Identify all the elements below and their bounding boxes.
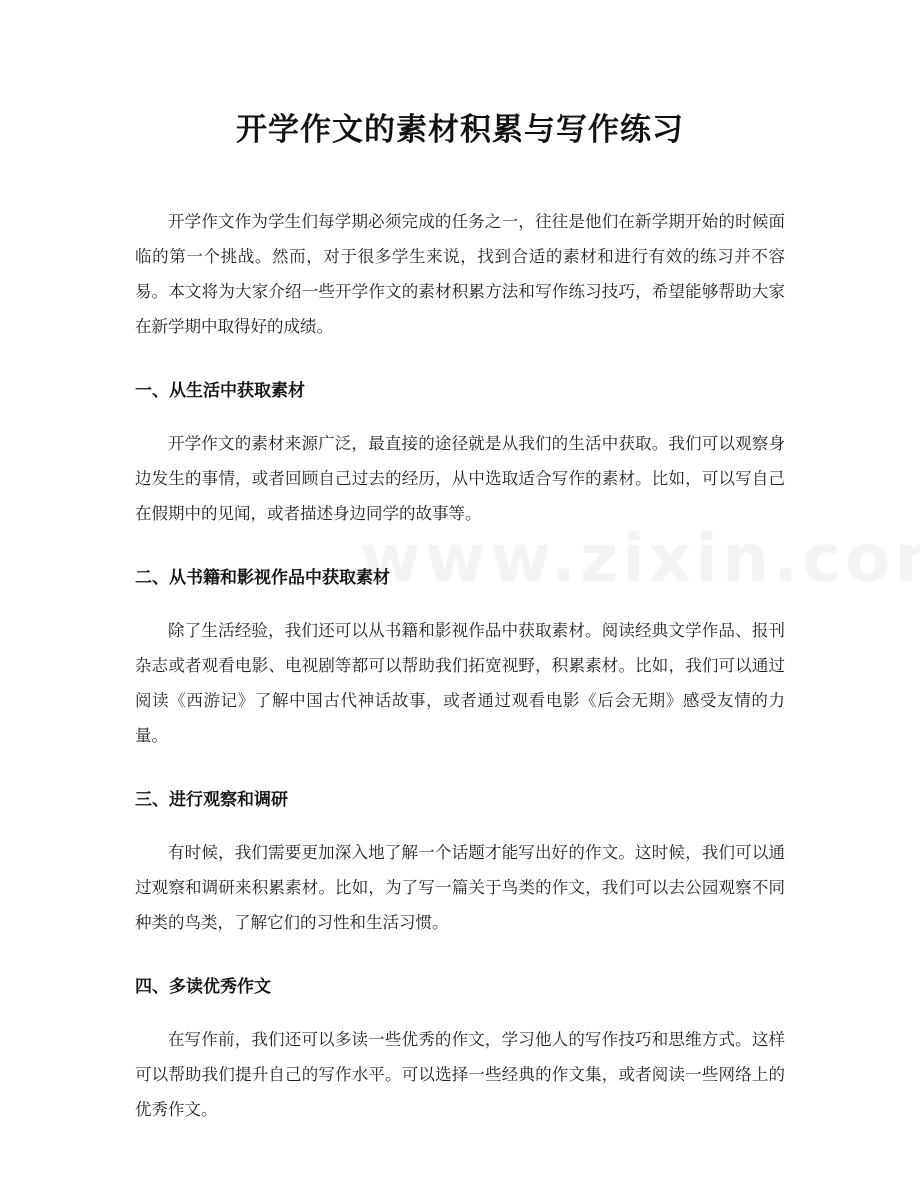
section-paragraph: 开学作文的素材来源广泛，最直接的途径就是从我们的生活中获取。我们可以观察身边发生的事情，或者回顾自己过去的经历，从中选取适合写作的素材。比如，可以写自己在假期中的见闻，或者描述身边同学的故事等。 — [135, 434, 785, 523]
section-paragraph: 有时候，我们需要更加深入地了解一个话题才能写出好的作文。这时候，我们可以通过观察和调研来积累素材。比如，为了写一篇关于鸟类的作文，我们可以去公园观察不同种类的鸟类，了解它们的习性和生活习惯。 — [135, 843, 785, 932]
section-1 — [135, 378, 785, 531]
section-paragraph: 除了生活经验，我们还可以从书籍和影视作品中获取素材。阅读经典文学作品、报刊杂志或者观看电影、电视剧等都可以帮助我们拓宽视野，积累素材。比如，我们可以通过阅读《西游记》了解中国古代神话故事，或者通过观看电影《后会无期》感受友情的力量。 — [135, 621, 785, 745]
section-4 — [135, 974, 785, 1127]
section-heading: 三、进行观察和调研 — [135, 790, 288, 810]
document-title: 开学作文的素材积累与写作练习 — [236, 112, 684, 148]
section-heading: 二、从书籍和影视作品中获取素材 — [135, 568, 390, 588]
section-heading: 一、从生活中获取素材 — [135, 381, 305, 401]
section-paragraph: 在写作前，我们还可以多读一些优秀的作文，学习他人的写作技巧和思维方式。这样可以帮助我们提升自己的写作水平。可以选择一些经典的作文集，或者阅读一些网络上的优秀作文。 — [135, 1030, 785, 1119]
section-heading: 四、多读优秀作文 — [135, 977, 271, 997]
intro-paragraph: 开学作文作为学生们每学期必须完成的任务之一，往往是他们在新学期开始的时候面临的第一个挑战。然而，对于很多学生来说，找到合适的素材和进行有效的练习并不容易。本文将为大家介绍一些开学作文的素材积累方法和写作练习技巧，希望能够帮助大家在新学期中取得好的成绩。 — [135, 212, 785, 336]
section-3 — [135, 787, 785, 940]
section-2 — [135, 565, 785, 753]
